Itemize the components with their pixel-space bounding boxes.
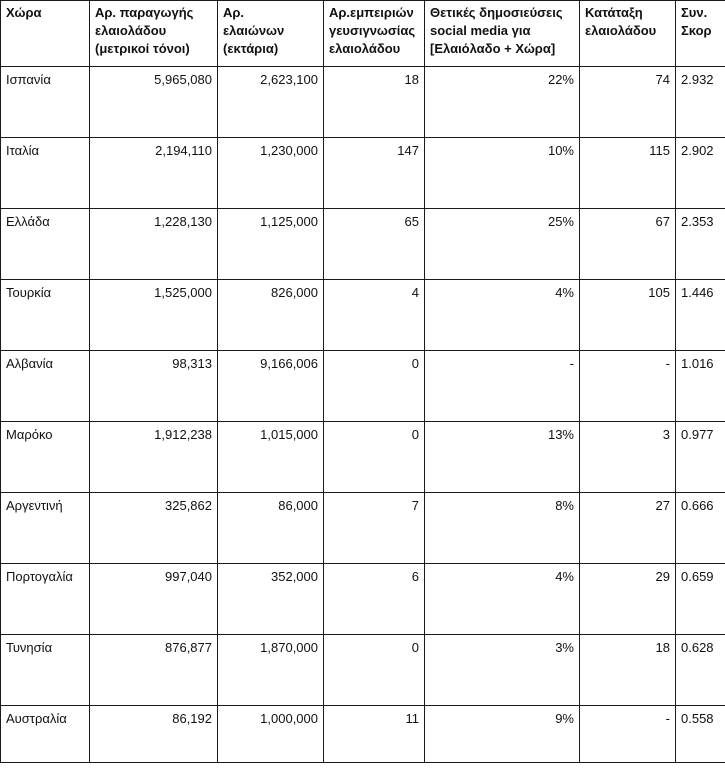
- cell-groves: 1,000,000: [218, 706, 324, 763]
- cell-groves: 9,166,006: [218, 351, 324, 422]
- cell-social: 25%: [425, 209, 580, 280]
- cell-groves: 1,870,000: [218, 635, 324, 706]
- header-row: [1, 1, 725, 67]
- cell-ranking: -: [580, 706, 676, 763]
- cell-tasting: 147: [324, 138, 425, 209]
- cell-production: 2,194,110: [90, 138, 218, 209]
- cell-ranking: 29: [580, 564, 676, 635]
- cell-country: Ελλάδα: [1, 209, 90, 280]
- cell-social: 4%: [425, 280, 580, 351]
- cell-score: 0.558: [676, 706, 725, 763]
- table-row: [1, 209, 725, 280]
- cell-social: 13%: [425, 422, 580, 493]
- cell-score: 2.932: [676, 67, 725, 138]
- cell-ranking: 27: [580, 493, 676, 564]
- cell-country: Τυνησία: [1, 635, 90, 706]
- cell-production: 876,877: [90, 635, 218, 706]
- cell-score: 1.016: [676, 351, 725, 422]
- cell-groves: 1,125,000: [218, 209, 324, 280]
- cell-country: Πορτογαλία: [1, 564, 90, 635]
- cell-score: 0.628: [676, 635, 725, 706]
- table-row: [1, 138, 725, 209]
- cell-production: 86,192: [90, 706, 218, 763]
- cell-production: 1,525,000: [90, 280, 218, 351]
- cell-production: 98,313: [90, 351, 218, 422]
- cell-score: 0.659: [676, 564, 725, 635]
- table-row: [1, 493, 725, 564]
- table-row: [1, 280, 725, 351]
- cell-country: Αλβανία: [1, 351, 90, 422]
- table-row: [1, 422, 725, 493]
- cell-score: 0.977: [676, 422, 725, 493]
- cell-country: Ιταλία: [1, 138, 90, 209]
- cell-groves: 86,000: [218, 493, 324, 564]
- cell-production: 997,040: [90, 564, 218, 635]
- cell-groves: 1,230,000: [218, 138, 324, 209]
- cell-ranking: -: [580, 351, 676, 422]
- cell-production: 325,862: [90, 493, 218, 564]
- cell-country: Μαρόκο: [1, 422, 90, 493]
- cell-score: 1.446: [676, 280, 725, 351]
- cell-social: 3%: [425, 635, 580, 706]
- cell-groves: 352,000: [218, 564, 324, 635]
- cell-tasting: 0: [324, 351, 425, 422]
- cell-score: 2.902: [676, 138, 725, 209]
- header-groves: Αρ. ελαιώνων (εκτάρια): [218, 1, 324, 67]
- cell-social: 4%: [425, 564, 580, 635]
- cell-country: Τουρκία: [1, 280, 90, 351]
- cell-tasting: 7: [324, 493, 425, 564]
- cell-ranking: 18: [580, 635, 676, 706]
- cell-country: Αργεντινή: [1, 493, 90, 564]
- cell-tasting: 11: [324, 706, 425, 763]
- cell-ranking: 3: [580, 422, 676, 493]
- cell-tasting: 4: [324, 280, 425, 351]
- cell-score: 2.353: [676, 209, 725, 280]
- header-tasting-experiences: Αρ.εμπειριών γευσιγνωσίας ελαιολάδου: [324, 1, 425, 67]
- cell-tasting: 18: [324, 67, 425, 138]
- cell-tasting: 65: [324, 209, 425, 280]
- cell-social: -: [425, 351, 580, 422]
- cell-production: 1,912,238: [90, 422, 218, 493]
- cell-ranking: 74: [580, 67, 676, 138]
- cell-groves: 826,000: [218, 280, 324, 351]
- header-social-posts: Θετικές δημοσιεύσεις social media για [Ελαιόλαδο + Χώρα]: [425, 1, 580, 67]
- cell-country: Ισπανία: [1, 67, 90, 138]
- cell-social: 10%: [425, 138, 580, 209]
- cell-tasting: 0: [324, 422, 425, 493]
- table-row: [1, 67, 725, 138]
- cell-social: 9%: [425, 706, 580, 763]
- cell-ranking: 105: [580, 280, 676, 351]
- cell-tasting: 0: [324, 635, 425, 706]
- cell-groves: 1,015,000: [218, 422, 324, 493]
- header-production: Αρ. παραγωγής ελαιολάδου (μετρικοί τόνοι): [90, 1, 218, 67]
- header-total-score: Συν. Σκορ: [676, 1, 725, 67]
- cell-groves: 2,623,100: [218, 67, 324, 138]
- cell-score: 0.666: [676, 493, 725, 564]
- table-body: [1, 67, 725, 763]
- cell-social: 22%: [425, 67, 580, 138]
- cell-ranking: 115: [580, 138, 676, 209]
- cell-tasting: 6: [324, 564, 425, 635]
- header-country: Χώρα: [1, 1, 90, 67]
- cell-production: 1,228,130: [90, 209, 218, 280]
- cell-ranking: 67: [580, 209, 676, 280]
- cell-country: Αυστραλία: [1, 706, 90, 763]
- cell-production: 5,965,080: [90, 67, 218, 138]
- table-row: [1, 706, 725, 763]
- table-row: [1, 635, 725, 706]
- table-row: [1, 564, 725, 635]
- cell-social: 8%: [425, 493, 580, 564]
- header-ranking: Κατάταξη ελαιολάδου: [580, 1, 676, 67]
- table-row: [1, 351, 725, 422]
